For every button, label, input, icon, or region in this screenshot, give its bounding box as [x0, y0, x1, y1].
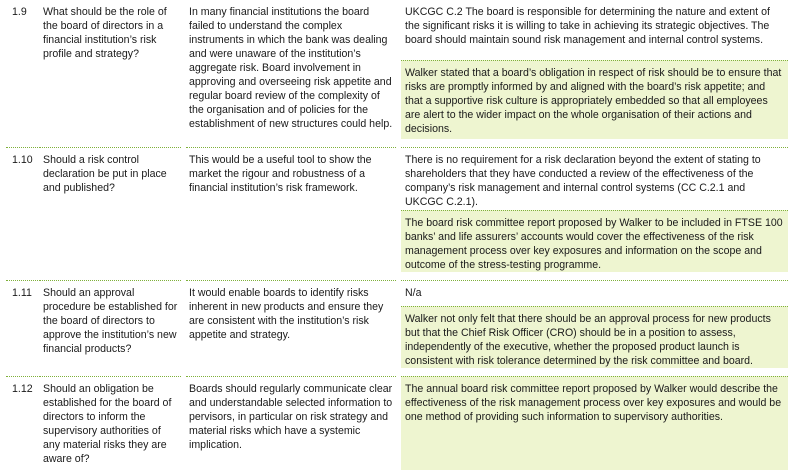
question-cell [40, 0, 181, 139]
walker-text: Walker not only felt that there should be an approval process for new products but that the Chief Risk Officer (CRO) should be in a position to assess, independently of the executive, whether the proposed product launch is consistent with risk tolerance determined by the risk committee and board. [405, 313, 771, 367]
question-text: Should an approval procedure be established for the board of directors to approve the institution’s new financial products? [43, 287, 178, 355]
walker-cell [401, 60, 788, 139]
reference-cell [401, 280, 788, 305]
reference-text: There is no requirement for a risk declaration beyond the extent of stating to shareholders that they have conducted a review of the effectiveness of the company’s risk management and internal control systems (CC C.2.1 and UKCGC C.2.1). [405, 154, 761, 208]
answer-cell [186, 280, 396, 368]
row-number: 1.9 [12, 6, 27, 18]
table-row [0, 0, 796, 139]
answer-text: Boards should regularly communicate clear and understandable selected information to pervisors, in particular on risk strategy and material risks which have a systemic implication. [189, 383, 393, 451]
answer-text: In many financial institutions the board failed to understand the complex instruments in which the bank was dealing and were unaware of the institution’s aggregate risk. Board involvement in approving and overseeing risk appetite and regular board review of the complexity of the organisation and of policies for the establishment of new structures could help. [189, 6, 393, 130]
row-number: 1.12 [12, 383, 33, 395]
question-text: Should an obligation be established for the board of directors to inform the supervisory authorities of any material risks they are aware of? [43, 383, 172, 465]
question-cell [40, 147, 181, 272]
table-row [0, 280, 796, 368]
reference-cell [401, 0, 788, 58]
question-text: What should be the role of the board of directors in a financial institution’s risk profile and strategy? [43, 6, 167, 60]
walker-text: Walker stated that a board’s obligation in respect of risk should be to ensure that risks are promptly informed by and aligned with the board’s risk appetite; and that a supportive risk culture is appropriately embedded so that all employees are alert to the wider impact on the whole organisation of their actions and decisions. [405, 67, 782, 135]
walker-cell [401, 306, 788, 368]
row-number-cell [6, 0, 40, 139]
question-text: Should a risk control declaration be put in place and published? [43, 154, 167, 194]
walker-cell [401, 210, 788, 272]
table-row [0, 376, 796, 470]
row-number: 1.10 [12, 154, 33, 166]
walker-text: The board risk committee report proposed by Walker to be included in FTSE 100 banks’ and life assurers’ accounts would cover the effectiveness of the risk management process over key exposures and information on the scope and outcome of the stress-testing programme. [405, 217, 783, 271]
question-cell [40, 376, 181, 470]
row-number-cell [6, 280, 40, 368]
reference-cell [401, 147, 788, 209]
question-cell [40, 280, 181, 368]
answer-cell [186, 147, 396, 272]
reference-text: UKCGC C.2 The board is responsible for determining the nature and extent of the significant risks it is willing to take in achieving its strategic objectives. The board should maintain sound risk management and internal control systems. [405, 6, 770, 46]
walker-text: The annual board risk committee report proposed by Walker would describe the effectiveness of the risk management process over key exposures and would be one method of providing such information to supervisory authorities. [405, 383, 782, 423]
table-row [0, 147, 796, 272]
answer-cell [186, 376, 396, 470]
row-number-cell [6, 376, 40, 470]
row-number-cell [6, 147, 40, 272]
answer-cell [186, 0, 396, 139]
reference-text: N/a [405, 287, 422, 299]
answer-text: This would be a useful tool to show the market the rigour and robustness of a financial institution’s risk framework. [189, 154, 372, 194]
walker-cell [401, 376, 788, 470]
answer-text: It would enable boards to identify risks inherent in new products and ensure they are consistent with the institution’s risk appetite and strategy. [189, 287, 384, 341]
row-number: 1.11 [12, 287, 32, 299]
